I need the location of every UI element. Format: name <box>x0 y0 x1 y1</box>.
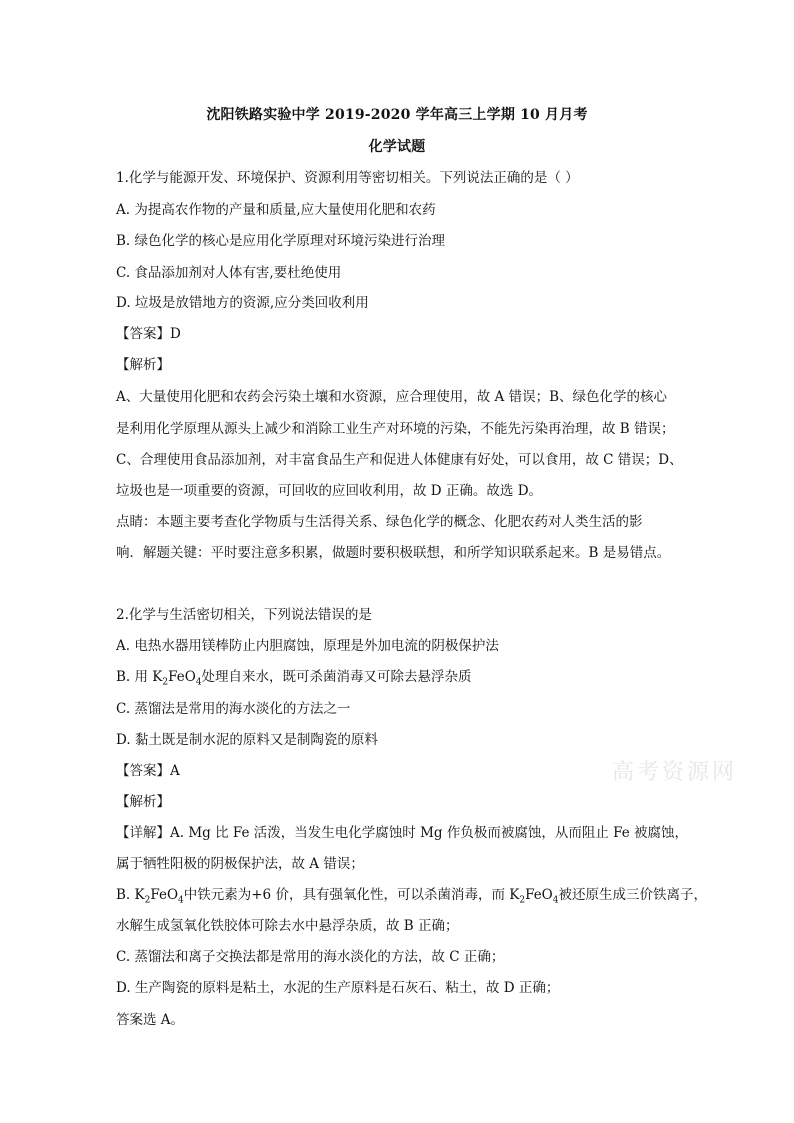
question-2-stem: 2.化学与生活密切相关，下列说法错误的是 <box>116 607 372 623</box>
question-1-analysis-label: 【解析】 <box>116 357 170 373</box>
question-1-analysis-line: 是利用化学原理从源头上减少和消除工业生产对环境的污染，不能先污染再治理，故 B 错误； <box>116 421 675 437</box>
question-2-detail-line: 属于牺牲阳极的阴极保护法，故 A 错误； <box>116 856 364 872</box>
watermark: 高考资源网 <box>612 760 738 785</box>
document-subtitle: 化学试题 <box>368 139 426 155</box>
question-1-analysis-line: C、合理使用食品添加剂，对丰富食品生产和促进人体健康有好处，可以食用，故 C 错误；D、 <box>116 452 683 468</box>
question-2-conclusion: 答案选 A。 <box>116 1012 185 1028</box>
question-2-option-b: B. 用 $K_2FeO_4$处理自来水，既可杀菌消毒又可除去悬浮杂质 <box>116 669 472 688</box>
question-2-detail-line: 【详解】A. Mg 比 Fe 活泼，当发生电化学腐蚀时 Mg 作负极而被腐蚀，从而阻止 Fe 被腐蚀， <box>116 825 689 841</box>
question-1-option-a: A. 为提高农作物的产量和质量,应大量使用化肥和农药 <box>116 202 436 218</box>
question-2-analysis-label: 【解析】 <box>116 794 170 810</box>
question-1-note-line: 响．解题关键：平时要注意多积累，做题时要积极联想，和所学知识联系起来。B 是易错点。 <box>116 545 671 561</box>
question-2-detail-line: C. 蒸馏法和离子交换法都是常用的海水淡化的方法，故 C 正确； <box>116 949 505 965</box>
question-2-option-d: D. 黏土既是制水泥的原料又是制陶瓷的原料 <box>116 732 378 748</box>
question-2-option-a: A. 电热水器用镁棒防止内胆腐蚀，原理是外加电流的阴极保护法 <box>116 638 499 654</box>
question-2-detail-line: 水解生成氢氧化铁胶体可除去水中悬浮杂质，故 B 正确； <box>116 918 459 934</box>
question-2-detail-line: D. 生产陶瓷的原料是粘土，水泥的生产原料是石灰石、粘土，故 D 正确； <box>116 980 560 996</box>
question-1-stem: 1.化学与能源开发、环境保护、资源利用等密切相关。下列说法正确的是（ ） <box>116 170 579 186</box>
question-1-analysis-line: 垃圾也是一项重要的资源，可回收的应回收利用，故 D 正确。故选 D。 <box>116 483 543 499</box>
question-2-option-c: C. 蒸馏法是常用的海水淡化的方法之一 <box>116 701 351 717</box>
question-1-option-c: C. 食品添加剂对人体有害,要杜绝使用 <box>116 265 342 281</box>
question-1-analysis-line: A、大量使用化肥和农药会污染土壤和水资源，应合理使用，故 A 错误；B、绿色化学的核心 <box>116 389 668 405</box>
question-2-answer: 【答案】A <box>116 763 180 779</box>
document-title: 沈阳铁路实验中学 2019-2020 学年高三上学期 10 月月考 <box>206 107 588 123</box>
question-2-detail-line: B. $K_2FeO_4$中铁元素为+6 价，具有强氧化性，可以杀菌消毒，而 $K_2FeO_4$被还原生成三价铁离子， <box>116 887 707 906</box>
question-1-option-b: B. 绿色化学的核心是应用化学原理对环境污染进行治理 <box>116 233 446 249</box>
question-1-note-line: 点睛：本题主要考查化学物质与生活得关系、绿色化学的概念、化肥农药对人类生活的影 <box>116 514 643 530</box>
question-1-option-d: D. 垃圾是放错地方的资源,应分类回收利用 <box>116 295 369 311</box>
question-1-answer: 【答案】D <box>116 326 181 342</box>
